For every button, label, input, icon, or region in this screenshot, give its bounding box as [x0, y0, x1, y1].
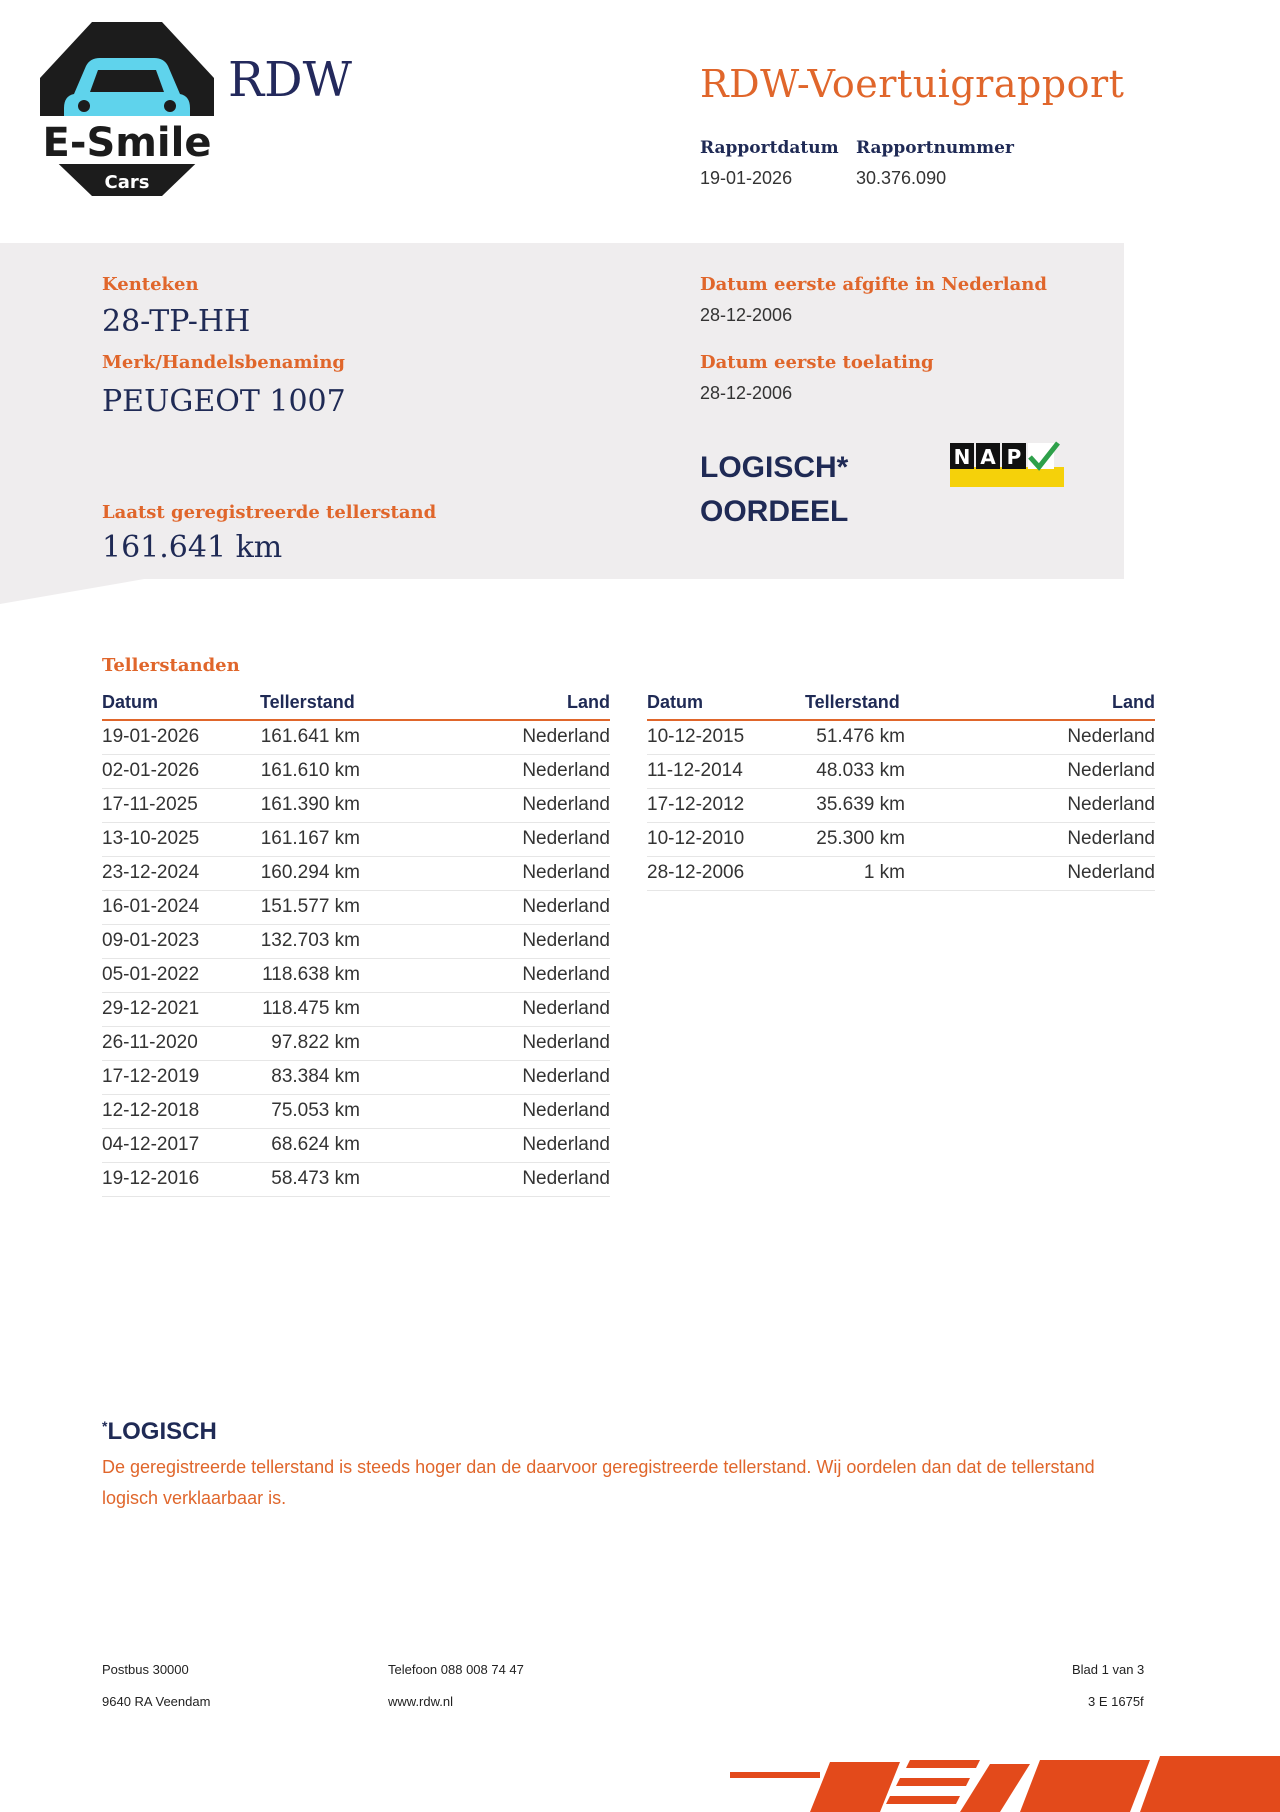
cell-date: 05-01-2022 — [102, 958, 242, 992]
first-admission-label: Datum eerste toelating — [700, 352, 934, 373]
cell-country: Nederland — [360, 754, 610, 788]
cell-country: Nederland — [360, 924, 610, 958]
col-date: Datum — [647, 690, 787, 720]
footnote-title-text: LOGISCH — [107, 1418, 217, 1445]
cell-date: 23-12-2024 — [102, 856, 242, 890]
cell-country: Nederland — [905, 822, 1155, 856]
table-row — [102, 1026, 610, 1060]
verdict-line1: LOGISCH* — [700, 451, 849, 484]
cell-country: Nederland — [360, 856, 610, 890]
footer-web[interactable]: www.rdw.nl — [388, 1694, 454, 1709]
cell-odometer: 161.641 km — [242, 720, 360, 754]
cell-odometer: 118.638 km — [242, 958, 360, 992]
cell-date: 04-12-2017 — [102, 1128, 242, 1162]
footer-page: Blad 1 van 3 — [1072, 1662, 1145, 1677]
plate-label: Kenteken — [102, 274, 199, 295]
nap-letter-n: N — [953, 445, 971, 469]
table-row — [102, 754, 610, 788]
cell-odometer: 35.639 km — [787, 788, 905, 822]
table-row — [102, 1060, 610, 1094]
cell-odometer: 25.300 km — [787, 822, 905, 856]
verdict-line2: OORDEEL — [700, 495, 849, 528]
nap-badge — [950, 441, 1064, 487]
col-odometer: Tellerstand — [242, 690, 360, 720]
verdict — [700, 446, 848, 534]
table-row — [102, 924, 610, 958]
report-number: 30.376.090 — [856, 168, 947, 188]
cell-date: 02-01-2026 — [102, 754, 242, 788]
table-row — [102, 958, 610, 992]
col-country: Land — [360, 690, 610, 720]
plate-value: 28-TP-HH — [102, 304, 251, 339]
cell-country: Nederland — [360, 992, 610, 1026]
table-row — [102, 856, 610, 890]
cell-date: 28-12-2006 — [647, 856, 787, 890]
table-row — [102, 992, 610, 1026]
odometer-label: Laatst geregistreerde tellerstand — [102, 502, 437, 523]
footnote-title — [102, 1418, 217, 1446]
cell-odometer: 75.053 km — [242, 1094, 360, 1128]
cell-country: Nederland — [360, 890, 610, 924]
odometer-value: 161.641 km — [102, 530, 283, 565]
cell-country: Nederland — [360, 1128, 610, 1162]
cell-country: Nederland — [360, 1094, 610, 1128]
footnote-star: * — [102, 1418, 108, 1434]
cell-date: 17-11-2025 — [102, 788, 242, 822]
cell-country: Nederland — [905, 754, 1155, 788]
table-row — [102, 822, 610, 856]
cell-date: 09-01-2023 — [102, 924, 242, 958]
rdw-wordmark: RDW — [228, 52, 352, 108]
footer-address-1: Postbus 30000 — [102, 1662, 189, 1677]
table-row — [647, 822, 1155, 856]
readings-table-right — [647, 690, 1155, 891]
cell-date: 10-12-2010 — [647, 822, 787, 856]
col-date: Datum — [102, 690, 242, 720]
cell-odometer: 83.384 km — [242, 1060, 360, 1094]
report-number-label: Rapportnummer — [856, 138, 1014, 158]
cell-date: 17-12-2012 — [647, 788, 787, 822]
cell-odometer: 97.822 km — [242, 1026, 360, 1060]
nap-letter-p: P — [1006, 445, 1022, 469]
cell-country: Nederland — [360, 958, 610, 992]
cell-country: Nederland — [905, 788, 1155, 822]
cell-odometer: 151.577 km — [242, 890, 360, 924]
table-row — [102, 890, 610, 924]
readings-table-left — [102, 690, 610, 1197]
panel-tail — [0, 578, 150, 604]
cell-country: Nederland — [360, 720, 610, 754]
table-row — [647, 856, 1155, 890]
first-issue-value: 28-12-2006 — [700, 305, 793, 325]
cell-country: Nederland — [905, 856, 1155, 890]
table-row — [102, 1128, 610, 1162]
logo-brand-text: E-Smile — [42, 120, 212, 166]
cell-country: Nederland — [360, 788, 610, 822]
cell-odometer: 1 km — [787, 856, 905, 890]
cell-country: Nederland — [360, 1060, 610, 1094]
cell-date: 12-12-2018 — [102, 1094, 242, 1128]
cell-country: Nederland — [360, 822, 610, 856]
cell-odometer: 161.167 km — [242, 822, 360, 856]
cell-country: Nederland — [360, 1026, 610, 1060]
esmile-cars-logo — [34, 16, 220, 202]
table-row — [102, 720, 610, 754]
cell-odometer: 161.610 km — [242, 754, 360, 788]
make-label: Merk/Handelsbenaming — [102, 352, 346, 373]
cell-country: Nederland — [360, 1162, 610, 1196]
cell-date: 10-12-2015 — [647, 720, 787, 754]
cell-date: 29-12-2021 — [102, 992, 242, 1026]
footnote-text: De geregistreerde tellerstand is steeds hoger dan de daarvoor geregistreerde tellerstand. Wij oordelen dan dat de tellerstand logisch verklaarbaar is. — [102, 1457, 1095, 1508]
cell-odometer: 48.033 km — [787, 754, 905, 788]
cell-date: 26-11-2020 — [102, 1026, 242, 1060]
logo-sub-text: Cars — [104, 172, 150, 193]
cell-date: 11-12-2014 — [647, 754, 787, 788]
cell-date: 17-12-2019 — [102, 1060, 242, 1094]
cell-odometer: 68.624 km — [242, 1128, 360, 1162]
cell-date: 19-01-2026 — [102, 720, 242, 754]
cell-country: Nederland — [905, 720, 1155, 754]
nap-letter-a: A — [980, 445, 996, 469]
cell-odometer: 118.475 km — [242, 992, 360, 1026]
report-title: RDW-Voertuigrapport — [700, 62, 1125, 106]
col-country: Land — [905, 690, 1155, 720]
cell-date: 13-10-2025 — [102, 822, 242, 856]
readings-title: Tellerstanden — [102, 655, 240, 676]
cell-odometer: 160.294 km — [242, 856, 360, 890]
report-date-label: Rapportdatum — [700, 138, 839, 158]
cell-odometer: 51.476 km — [787, 720, 905, 754]
table-row — [102, 1162, 610, 1196]
cell-date: 19-12-2016 — [102, 1162, 242, 1196]
rdw-stripes-graphic — [730, 1748, 1280, 1812]
cell-odometer: 58.473 km — [242, 1162, 360, 1196]
table-row — [647, 754, 1155, 788]
col-odometer: Tellerstand — [787, 690, 905, 720]
first-admission-value: 28-12-2006 — [700, 383, 793, 403]
table-row — [647, 788, 1155, 822]
table-row — [647, 720, 1155, 754]
footer-address-2: 9640 RA Veendam — [102, 1694, 211, 1709]
cell-date: 16-01-2024 — [102, 890, 242, 924]
cell-odometer: 161.390 km — [242, 788, 360, 822]
cell-odometer: 132.703 km — [242, 924, 360, 958]
footer-code: 3 E 1675f — [1088, 1694, 1144, 1709]
table-row — [102, 788, 610, 822]
make-value: PEUGEOT 1007 — [102, 384, 346, 419]
report-date: 19-01-2026 — [700, 168, 793, 188]
footer-phone: Telefoon 088 008 74 47 — [388, 1662, 524, 1677]
first-issue-label: Datum eerste afgifte in Nederland — [700, 274, 1047, 295]
table-row — [102, 1094, 610, 1128]
